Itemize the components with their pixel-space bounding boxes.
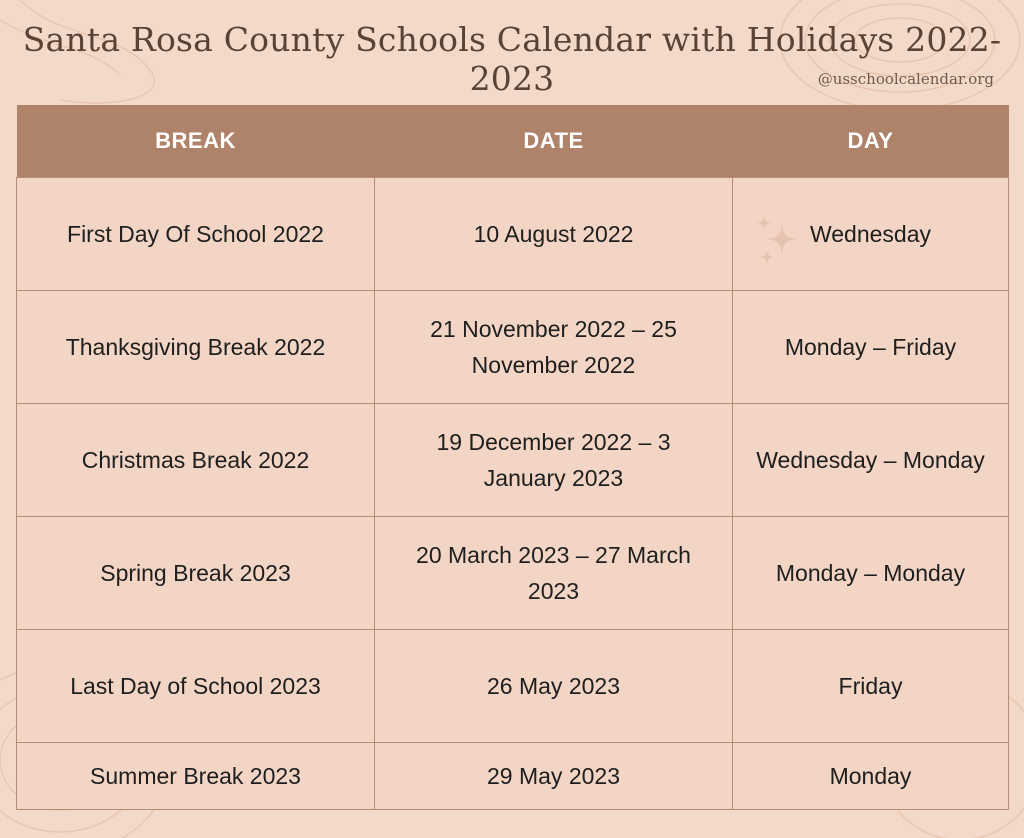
break-cell: First Day Of School 2022 bbox=[17, 178, 375, 291]
break-cell: Thanksgiving Break 2022 bbox=[17, 291, 375, 404]
holiday-table bbox=[16, 105, 1009, 810]
break-cell: Last Day of School 2023 bbox=[17, 630, 375, 743]
day-cell: Wednesday bbox=[733, 178, 1009, 291]
date-cell: 21 November 2022 – 25 November 2022 bbox=[375, 291, 733, 404]
date-cell: 26 May 2023 bbox=[375, 630, 733, 743]
break-cell: Christmas Break 2022 bbox=[17, 404, 375, 517]
header-break: BREAK bbox=[17, 105, 375, 178]
date-cell: 20 March 2023 – 27 March 2023 bbox=[375, 517, 733, 630]
break-cell: Spring Break 2023 bbox=[17, 517, 375, 630]
date-cell: 10 August 2022 bbox=[375, 178, 733, 291]
table-header-row bbox=[17, 105, 1009, 178]
day-cell: Wednesday – Monday bbox=[733, 404, 1009, 517]
date-cell: 19 December 2022 – 3 January 2023 bbox=[375, 404, 733, 517]
day-cell: Friday bbox=[733, 630, 1009, 743]
credit-label: @usschoolcalendar.org bbox=[817, 70, 994, 88]
header-date: DATE bbox=[375, 105, 733, 178]
page-title: Santa Rosa County Schools Calendar with Holidays 2022-2023 bbox=[22, 20, 1002, 98]
day-cell: Monday – Friday bbox=[733, 291, 1009, 404]
table-row bbox=[17, 178, 1009, 291]
break-cell: Summer Break 2023 bbox=[17, 743, 375, 810]
table-row bbox=[17, 517, 1009, 630]
date-cell: 29 May 2023 bbox=[375, 743, 733, 810]
header-day: DAY bbox=[733, 105, 1009, 178]
table-row bbox=[17, 630, 1009, 743]
table-row bbox=[17, 743, 1009, 810]
day-cell: Monday – Monday bbox=[733, 517, 1009, 630]
table-row bbox=[17, 291, 1009, 404]
day-cell: Monday bbox=[733, 743, 1009, 810]
table-row bbox=[17, 404, 1009, 517]
